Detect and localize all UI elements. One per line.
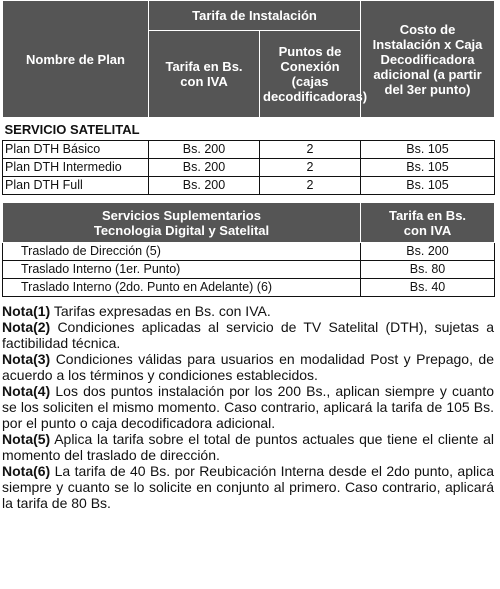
service-rate-cell: Bs. 200 xyxy=(361,243,495,261)
plan-name-header: Nombre de Plan xyxy=(3,1,149,118)
note-label: Nota(5) xyxy=(2,431,51,447)
note-1 xyxy=(2,303,494,319)
note-text: Condiciones aplicadas al servicio de TV Satelital (DTH), sujetas a factibilidad técnica. xyxy=(2,319,494,351)
note-text: Tarifas expresadas en Bs. con IVA. xyxy=(50,303,271,319)
note-label: Nota(1) xyxy=(2,303,51,319)
note-2 xyxy=(2,319,494,351)
note-label: Nota(3) xyxy=(2,351,51,367)
service-rate-cell: Bs. 80 xyxy=(361,261,495,279)
connection-points-header: Puntos de Conexión (cajas decodificadoras) xyxy=(260,31,361,118)
points-cell: 2 xyxy=(260,159,361,177)
supplementary-services-table xyxy=(2,202,495,297)
plan-name-cell: Plan DTH Full xyxy=(3,177,149,195)
table-row xyxy=(3,279,495,297)
rate-with-iva-header: Tarifa en Bs. con IVA xyxy=(149,31,260,118)
services-header-line1: Servicios Suplementarios xyxy=(102,207,261,223)
extra-cost-cell: Bs. 105 xyxy=(361,159,495,177)
table-row xyxy=(3,141,495,159)
tariff-document xyxy=(2,0,498,511)
note-text: Condiciones válidas para usuarios en modalidad Post y Prepago, de acuerdo a los términos y condiciones establecidos. xyxy=(2,351,494,383)
note-text: Aplica la tarifa sobre el total de puntos actuales que tiene el cliente al momento del traslado de dirección. xyxy=(2,431,494,463)
note-4 xyxy=(2,383,494,431)
note-5 xyxy=(2,431,494,463)
section-title-satellite: SERVICIO SATELITAL xyxy=(4,122,140,137)
supplementary-rate-header: Tarifa en Bs. con IVA xyxy=(361,203,495,243)
service-cell: Traslado Interno (1er. Punto) xyxy=(3,261,361,279)
plan-name-cell: Plan DTH Intermedio xyxy=(3,159,149,177)
extra-cost-cell: Bs. 105 xyxy=(361,177,495,195)
plan-name-cell: Plan DTH Básico xyxy=(3,141,149,159)
note-label: Nota(4) xyxy=(2,383,51,399)
note-3 xyxy=(2,351,494,383)
notes-section xyxy=(2,303,494,511)
rate-cell: Bs. 200 xyxy=(149,177,260,195)
table-row xyxy=(3,159,495,177)
services-header-line2: Tecnologia Digital y Satelital xyxy=(93,222,270,238)
installation-tariff-table xyxy=(2,0,495,195)
points-cell: 2 xyxy=(260,177,361,195)
note-label: Nota(2) xyxy=(2,319,51,335)
note-text: La tarifa de 40 Bs. por Reubicación Interna desde el 2do punto, aplica siempre y cuanto se lo solicite en conjunto al primero. Caso contrario, aplicará la tarifa de 80 Bs. xyxy=(2,463,494,511)
rate-cell: Bs. 200 xyxy=(149,141,260,159)
note-text: Los dos puntos instalación por los 200 Bs., aplican siempre y cuanto se los soliciten el mismo momento. Caso contrario, aplicará la tarifa de 105 Bs. por el punto o caja decodificadora adicional. xyxy=(2,383,494,431)
service-cell: Traslado Interno (2do. Punto en Adelante) (6) xyxy=(3,279,361,297)
extra-cost-cell: Bs. 105 xyxy=(361,141,495,159)
supplementary-services-header xyxy=(3,203,361,243)
table-row xyxy=(3,243,495,261)
rate-cell: Bs. 200 xyxy=(149,159,260,177)
installation-tariff-header: Tarifa de Instalación xyxy=(149,1,361,31)
table-row xyxy=(3,261,495,279)
service-cell: Traslado de Dirección (5) xyxy=(3,243,361,261)
extra-box-cost-header: Costo de Instalación x Caja Decodificadora adicional (a partir del 3er punto) xyxy=(361,1,495,118)
note-label: Nota(6) xyxy=(2,463,51,479)
table-row xyxy=(3,177,495,195)
service-rate-cell: Bs. 40 xyxy=(361,279,495,297)
points-cell: 2 xyxy=(260,141,361,159)
note-6 xyxy=(2,463,494,511)
